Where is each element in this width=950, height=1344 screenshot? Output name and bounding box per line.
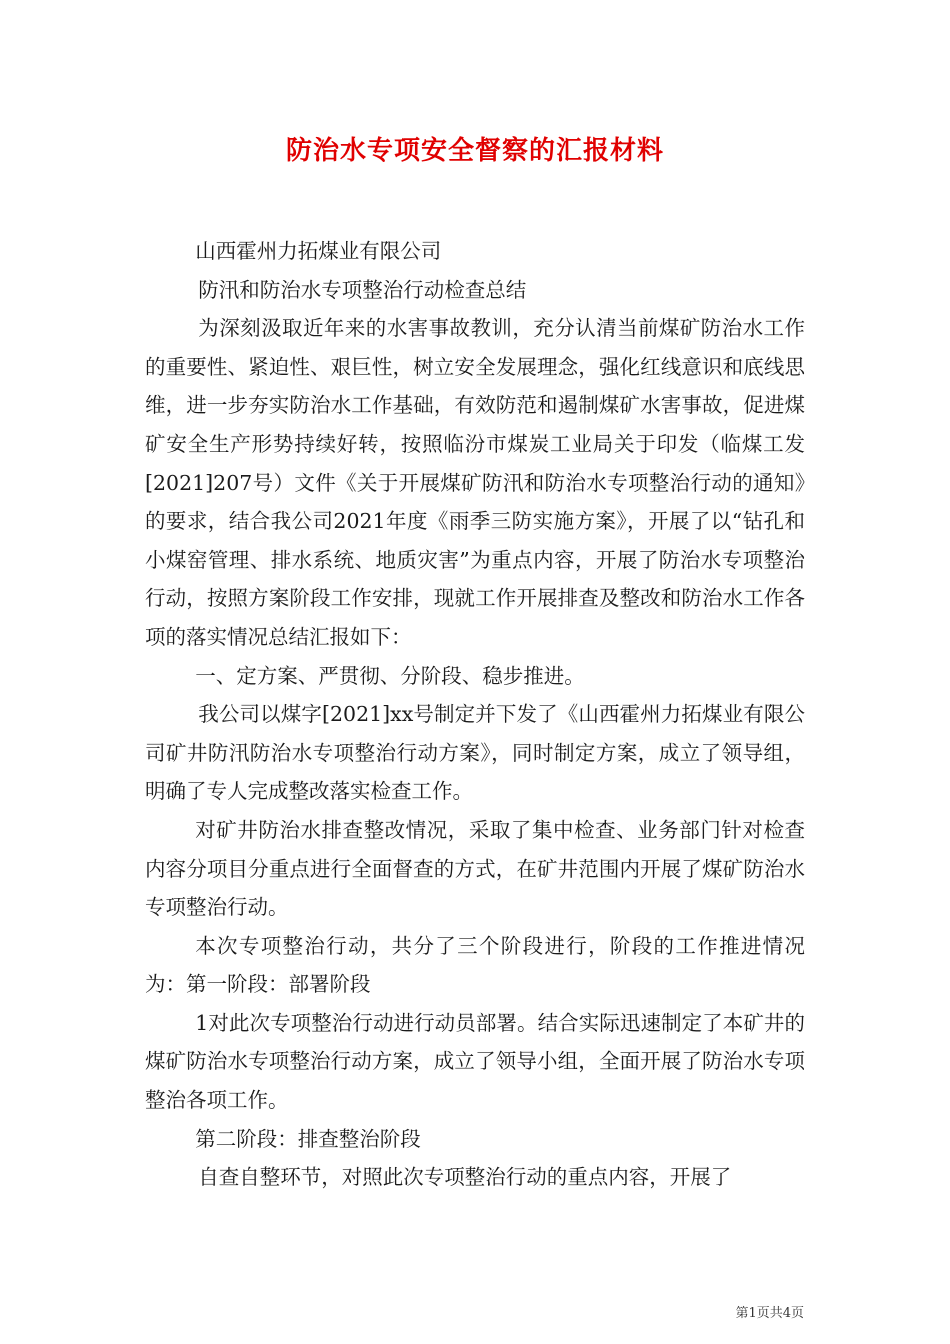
paragraph-plan: 我公司以煤字[2021]xx号制定并下发了《山西霍州力拓煤业有限公司矿井防汛防治水专项整治行动方案》，同时制定方案，成立了领导组，明确了专人完成整改落实检查工作。 bbox=[145, 702, 805, 804]
page-number: 第1页共4页 bbox=[735, 1306, 804, 1321]
document-title: 防治水专项安全督察的汇报材料 bbox=[285, 136, 664, 166]
intro-paragraph: 为深刻汲取近年来的水害事故教训，充分认清当前煤矿防治水工作的重要性、紧迫性、艰巨性，树立安全发展理念，强化红线意识和底线思维，进一步夯实防治水工作基础，有效防范和遏制煤矿水害事故，促进煤矿安全生产形势持续好转，按照临汾市煤炭工业局关于印发（临煤工发[2021]207号）文件《关于开展煤矿防汛和防治水专项整治行动的通知》的要求，结合我公司2021年度《雨季三防实施方案》，开展了以“钻孔和小煤窑管理、排水系统、地质灾害”为重点内容，开展了防治水专项整治行动，按照方案阶段工作安排，现就工作开展排查及整改和防治水工作各项的落实情况总结汇报如下： bbox=[145, 316, 805, 649]
document-body bbox=[145, 232, 805, 1197]
paragraph-stage-1: 1对此次专项整治行动进行动员部署。结合实际迅速制定了本矿井的煤矿防治水专项整治行动方案，成立了领导小组，全面开展了防治水专项整治各项工作。 bbox=[145, 1010, 805, 1113]
company-name: 山西霍州力拓煤业有限公司 bbox=[195, 239, 442, 263]
paragraph-stages: 本次专项整治行动，共分了三个阶段进行，阶段的工作推进情况为：第一阶段：部署阶段 bbox=[145, 933, 805, 997]
summary-heading: 防汛和防治水专项整治行动检查总结 bbox=[198, 277, 527, 302]
paragraph-self-check: 自查自整环节，对照此次专项整治行动的重点内容，开展了 bbox=[198, 1165, 732, 1190]
section-heading-1: 一、定方案、严贯彻、分阶段、稳步推进。 bbox=[195, 663, 585, 688]
stage-2-heading: 第二阶段：排查整治阶段 bbox=[195, 1126, 421, 1151]
paragraph-inspection: 对矿井防治水排查整改情况，采取了集中检查、业务部门针对检查内容分项目分重点进行全面督查的方式，在矿井范围内开展了煤矿防治水专项整治行动。 bbox=[145, 817, 805, 920]
